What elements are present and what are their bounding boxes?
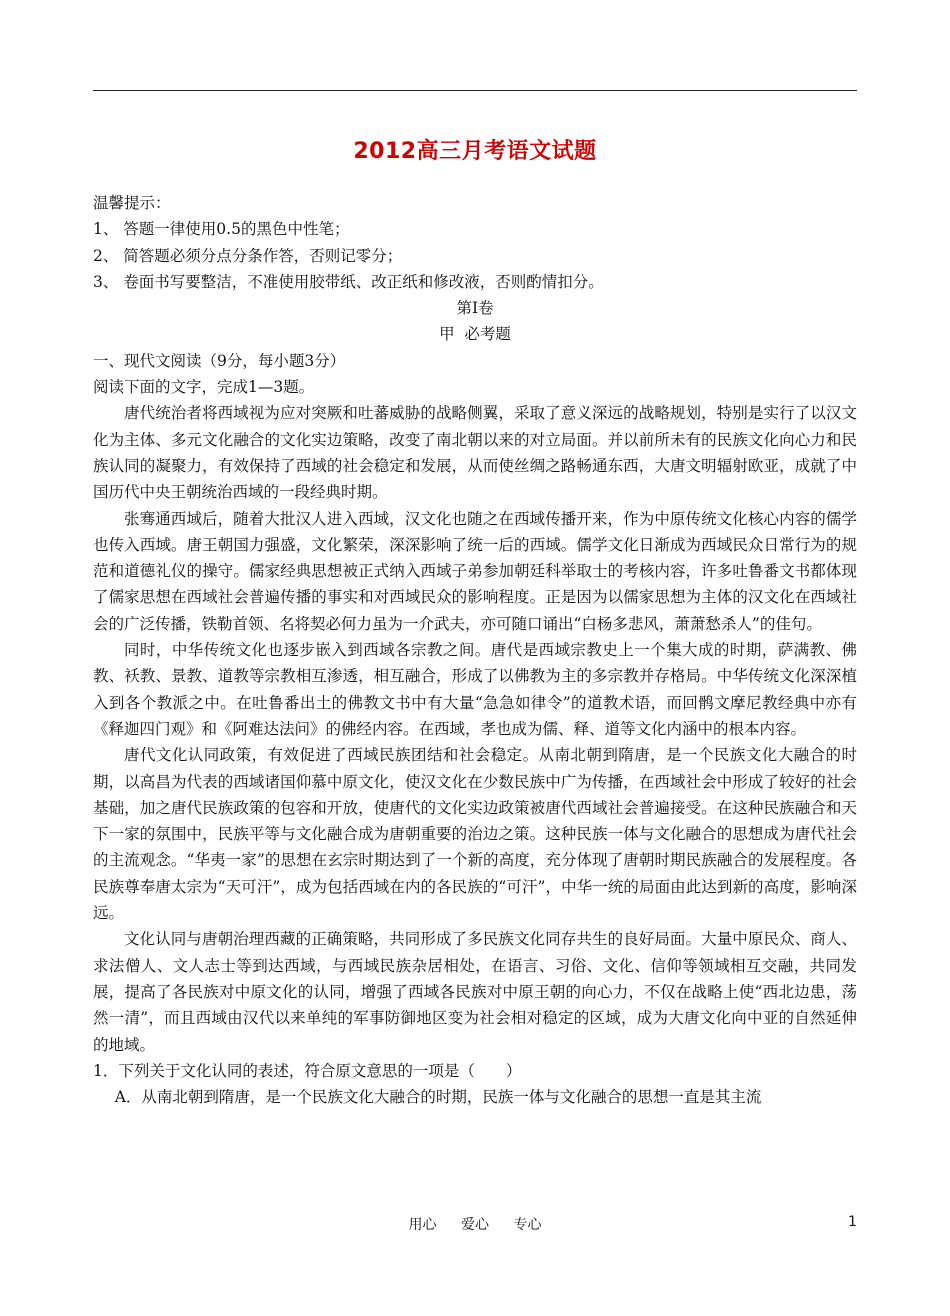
passage-paragraph: 同时，中华传统文化也逐步嵌入到西域各宗教之间。唐代是西域宗教史上一个集大成的时期，萨满教、佛教、袄教、景教、道教等宗教相互渗透，相互融合，形成了以佛教为主的多宗教并存格局。中华传统文化深深植入到各个教派之中。在吐鲁番出土的佛教文书中有大量“急急如律令”的道教术语，而回鹘文摩尼教经典中亦有《释迦四门观》和《阿难达法问》的佛经内容。在西域，孝也成为儒、释、道等文化内涵中的根本内容。 xyxy=(93,641,857,738)
question-1: 1．下列关于文化认同的表述，符合原文意思的一项是（ ） xyxy=(93,1061,522,1080)
footer-motto xyxy=(0,1214,950,1234)
tip-item: 3、 卷面书写要整洁，不准使用胶带纸、改正纸和修改液，否则酌情扣分。 xyxy=(93,272,604,291)
document-title: 2012高三月考语文试题 xyxy=(353,139,597,164)
passage-paragraph: 文化认同与唐朝治理西藏的正确策略，共同形成了多民族文化同存共生的良好局面。大量中原民众、商人、求法僧人、文人志士等到达西域，与西域民族杂居相处，在语言、习俗、文化、信仰等领域相互交融，共同发展，提高了各民族对中原文化的认同，增强了西域各民族对中原王朝的向心力，不仅在战略上使“西北边患，荡然一清”，而且西域由汉代以来单纯的军事防御地区变为社会相对稳定的区域，成为大唐文化向中亚的自然延伸的地域。 xyxy=(93,930,857,1054)
tip-item: 1、 答题一律使用0.5的黑色中性笔； xyxy=(93,220,350,239)
header-rule xyxy=(93,90,857,91)
volume-heading: 第Ⅰ卷 xyxy=(456,299,494,318)
footer-item: 专心 xyxy=(513,1217,542,1233)
tips-heading: 温馨提示： xyxy=(93,194,171,212)
question-1-option-a: A．从南北朝到隋唐，是一个民族文化大融合的时期，民族一体与文化融合的思想一直是其主流 xyxy=(114,1088,762,1107)
tip-item: 2、 简答题必须分点分条作答，否则记零分； xyxy=(93,246,403,265)
footer-item: 爱心 xyxy=(461,1217,489,1233)
section-heading: 甲 必考题 xyxy=(439,325,511,344)
page-number: 1 xyxy=(848,1214,857,1230)
footer-item: 用心 xyxy=(408,1217,437,1233)
passage-paragraph: 张骞通西域后，随着大批汉人进入西域，汉文化也随之在西域传播开来，作为中原传统文化核心内容的儒学也传入西域。唐王朝国力强盛，文化繁荣，深深影响了统一后的西域。儒学文化日渐成为西域民众日常行为的规范和道德礼仪的操守。儒家经典思想被正式纳入西域子弟参加朝廷科举取士的考核内容，许多吐鲁番文书都体现了儒家思想在西域社会普遍传播的事实和对西域民众的影响程度。正是因为以儒家思想为主体的汉文化在西域社会的广泛传播，铁勒首领、名将契必何力虽为一介武夫，亦可随口诵出“白杨多悲风，萧萧愁杀人”的佳句。 xyxy=(93,509,857,633)
passage-paragraph: 唐代文化认同政策，有效促进了西域民族团结和社会稳定。从南北朝到隋唐，是一个民族文化大融合的时期，以高昌为代表的西域诸国仰慕中原文化，使汉文化在少数民族中广为传播，在西域社会中形成了较好的社会基础，加之唐代民族政策的包容和开放，使唐代的文化实边政策被唐代西域社会普遍接受。在这种民族融合和天下一家的氛围中，民族平等与文化融合成为唐朝重要的治边之策。这种民族一体与文化融合的思想成为唐代社会的主流观念。“华夷一家”的思想在玄宗时期达到了一个新的高度，充分体现了唐朝时期民族融合的发展程度。各民族尊奉唐太宗为“天可汗”，成为包括西域在内的各民族的“可汗”，中华一统的局面由此达到新的高度，影响深远。 xyxy=(93,746,857,923)
passage-paragraph: 唐代统治者将西域视为应对突厥和吐蕃威胁的战略侧翼，采取了意义深远的战略规划，特别是实行了以汉文化为主体、多元文化融合的文化实边策略，改变了南北朝以来的对立局面。并以前所未有的民族文化向心力和民族认同的凝聚力，有效保持了西域的社会稳定和发展，从而使丝绸之路畅通东西，大唐文明辐射欧亚，成就了中国历代中央王朝统治西域的一段经典时期。 xyxy=(93,404,857,502)
part-heading: 一、现代文阅读（9分，每小题3分） xyxy=(93,351,346,370)
document-body xyxy=(93,190,857,1110)
reading-instruction: 阅读下面的文字，完成1—3题。 xyxy=(93,378,315,397)
